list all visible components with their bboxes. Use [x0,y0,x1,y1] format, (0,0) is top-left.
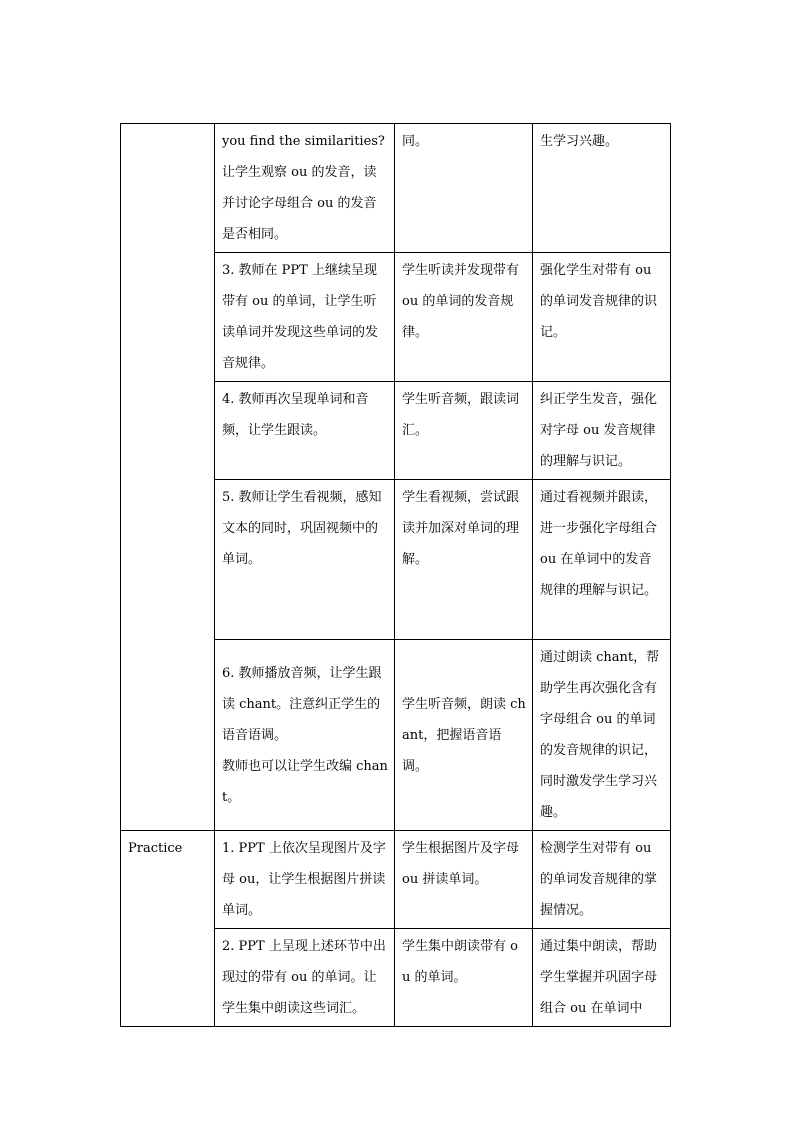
purpose-cell: 生学习兴趣。 [533,124,671,253]
student-activity-cell: 学生听读并发现带有 ou 的单词的发音规律。 [395,253,533,382]
teacher-activity-cell: 2. PPT 上呈现上述环节中出现过的带有 ou 的单词。让学生集中朗读这些词汇。 [215,929,395,1027]
lesson-plan-table [120,123,671,1027]
stage-cell-practice: Practice [121,831,215,1027]
student-activity-cell: 学生听音频，跟读词汇。 [395,382,533,480]
teacher-activity-cell: 3. 教师在 PPT 上继续呈现带有 ou 的单词，让学生听读单词并发现这些单词的发音规律。 [215,253,395,382]
purpose-cell: 强化学生对带有 ou 的单词发音规律的识记。 [533,253,671,382]
purpose-cell: 通过看视频并跟读，进一步强化字母组合 ou 在单词中的发音规律的理解与识记。 [533,480,671,640]
teacher-activity-cell: 1. PPT 上依次呈现图片及字母 ou，让学生根据图片拼读单词。 [215,831,395,929]
student-activity-cell: 学生看视频，尝试跟读并加深对单词的理解。 [395,480,533,640]
teacher-activity-cell: 4. 教师再次呈现单词和音频，让学生跟读。 [215,382,395,480]
student-activity-cell: 学生根据图片及字母 ou 拼读单词。 [395,831,533,929]
teacher-activity-cell: 5. 教师让学生看视频，感知文本的同时，巩固视频中的单词。 [215,480,395,640]
student-activity-cell: 学生听音频，朗读 chant，把握语音语调。 [395,640,533,831]
table-row [121,124,671,253]
student-activity-cell: 同。 [395,124,533,253]
purpose-cell: 通过朗读 chant，帮助学生再次强化含有字母组合 ou 的单词的发音规律的识记，同时激发学生学习兴趣。 [533,640,671,831]
purpose-cell: 通过集中朗读，帮助学生掌握并巩固字母组合 ou 在单词中 [533,929,671,1027]
purpose-cell: 检测学生对带有 ou 的单词发音规律的掌握情况。 [533,831,671,929]
purpose-cell: 纠正学生发音，强化对字母 ou 发音规律的理解与识记。 [533,382,671,480]
student-activity-cell: 学生集中朗读带有 ou 的单词。 [395,929,533,1027]
table-row [121,831,671,929]
teacher-activity-cell: 6. 教师播放音频，让学生跟读 chant。注意纠正学生的语音语调。 教师也可以让学生改编 chant。 [215,640,395,831]
teacher-activity-cell: you find the similarities? 让学生观察 ou 的发音，读并讨论字母组合 ou 的发音是否相同。 [215,124,395,253]
stage-cell [121,124,215,831]
